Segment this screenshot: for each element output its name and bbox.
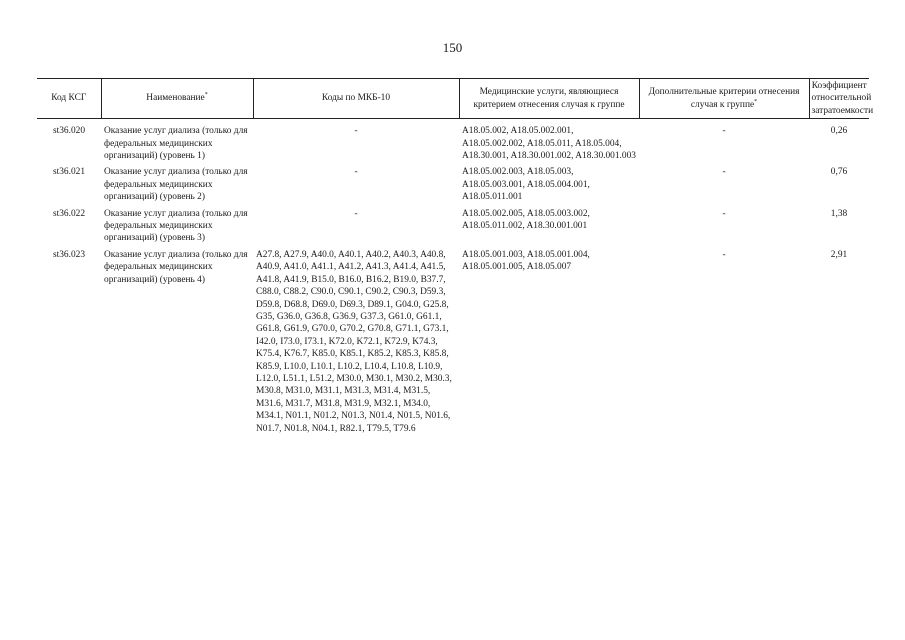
cell-mkb: A27.8, A27.9, A40.0, A40.1, A40.2, A40.3, A40.8, A40.9, A41.0, A41.1, A41.2, A41.3, A41.4, A41.5, A41.8, A41.9, B15.0, B16.0, B16.2, B19.0, B37.7, C88.0, C88.2, C90.0, C90.1, C90.2, C90.3, D59.3, D59.8, D68.8, D69.0, D69.3, D89.1, G04.0, G25.8, G35, G36.0, G36.8, G36.9, G37.3, G61.0, G61.1, G61.8, G61.9, G70.0, G70.2, G70.8, G71.1, G73.1, I42.0, I73.0, I73.1, K72.0, K72.1, K72.9, K74.3, K75.4, K76.7, K85.0, K85.1, K85.2, K85.3, K85.8, K85.9, L10.0, L10.1, L10.2, L10.4, L10.8, L10.9, L12.0, L51.1, L51.2, M30.0, M30.1, M30.2, M30.3, M30.8, M31.0, M31.1, M31.3, M31.4, M31.5, M31.6, M31.7, M31.8, M31.9, M32.1, M34.0, M34.1, N01.1, N01.2, N01.3, N01.4, N01.5, N01.6, N01.7, N01.8, N04.1, R82.1, T79.5, T79.6 [256, 249, 452, 434]
header-services [459, 79, 639, 119]
header-name [101, 79, 253, 119]
table-row [37, 208, 869, 249]
cell-extra: - [722, 167, 726, 178]
cell-code: st36.020 [52, 126, 86, 137]
cell-extra: - [722, 208, 726, 219]
cell-services: A18.05.002.005, A18.05.003.002, A18.05.011.002, A18.30.001.001 [462, 208, 590, 232]
header-coef-label: Коэффициент относительной затратоемкости [811, 81, 874, 116]
cell-code: st36.022 [52, 208, 86, 219]
table-row [37, 249, 869, 439]
cell-code: st36.023 [52, 249, 86, 260]
cell-coef: 1,38 [830, 208, 848, 219]
cell-services: A18.05.001.003, A18.05.001.004, A18.05.001.005, A18.05.007 [462, 249, 590, 273]
cell-extra: - [722, 249, 726, 260]
table-row [37, 119, 869, 167]
header-code-label: Код КСГ [51, 93, 87, 104]
table-body [37, 119, 869, 439]
cell-name: Оказание услуг диализа (только для федеральных медицинских организаций) (уровень 2) [104, 167, 248, 203]
header-services-label: Медицинские услуги, являющиеся критерием отнесения случая к группе [473, 87, 625, 110]
header-extra [639, 79, 809, 119]
cell-coef: 2,91 [830, 249, 848, 260]
header-extra-footnote-mark: * [754, 98, 758, 105]
header-coef [809, 79, 874, 119]
cell-name: Оказание услуг диализа (только для федеральных медицинских организаций) (уровень 3) [104, 208, 248, 244]
cell-services: A18.05.002, A18.05.002.001, A18.05.002.002, A18.05.011, A18.05.004, A18.30.001, A18.30.001.002, A18.30.001.003 [462, 126, 636, 162]
cell-name: Оказание услуг диализа (только для федеральных медицинских организаций) (уровень 4) [104, 249, 248, 285]
table-header [37, 79, 874, 119]
ksg-table [37, 78, 874, 439]
header-code [37, 79, 101, 119]
header-name-footnote-mark: * [204, 92, 208, 99]
cell-coef: 0,76 [830, 167, 848, 178]
cell-extra: - [722, 126, 726, 137]
header-name-label: Наименование [146, 93, 205, 104]
page-number: 150 [442, 40, 463, 55]
table-row [37, 166, 869, 207]
cell-mkb: - [354, 167, 358, 178]
header-extra-label: Дополнительные критерии отнесения случая к группе [648, 87, 800, 110]
header-mkb-label: Коды по МКБ-10 [321, 93, 391, 104]
cell-services: A18.05.002.003, A18.05.003, A18.05.003.001, A18.05.004.001, A18.05.011.001 [462, 167, 590, 203]
cell-mkb: - [354, 208, 358, 219]
cell-mkb: - [354, 126, 358, 137]
header-mkb [253, 79, 459, 119]
cell-name: Оказание услуг диализа (только для федеральных медицинских организаций) (уровень 1) [104, 126, 248, 162]
cell-code: st36.021 [52, 167, 86, 178]
cell-coef: 0,26 [830, 126, 848, 137]
